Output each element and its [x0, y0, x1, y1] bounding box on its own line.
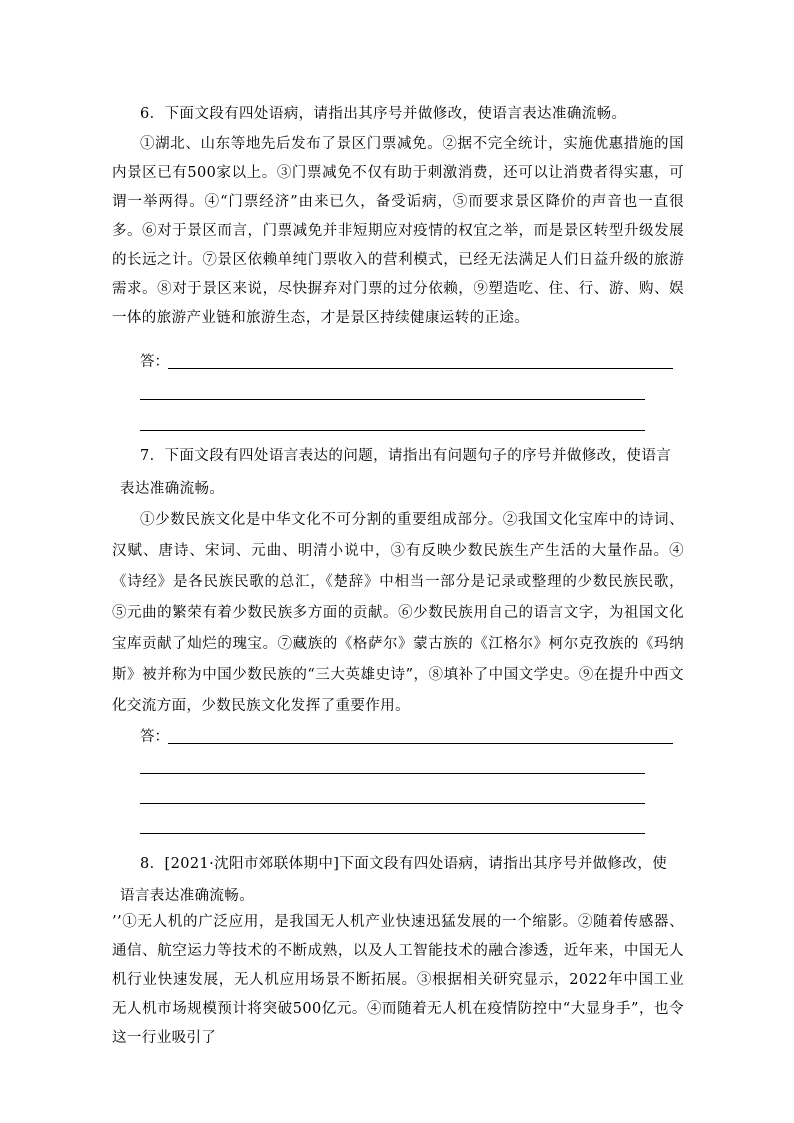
question-6-title: 6．下面文段有四处语病，请指出其序号并做修改，使语言表达准确流畅。: [140, 106, 627, 122]
question-8-title: 8．[2021·沈阳市郊联体期中]下面文段有四处语病，请指出其序号并做修改，使语言表达准确流畅。: [120, 856, 668, 904]
answer-line[interactable]: [168, 368, 673, 369]
answer-line[interactable]: [140, 399, 645, 400]
answer-line[interactable]: [140, 803, 645, 804]
question-6-answer-label: 答：: [140, 354, 169, 370]
answer-line[interactable]: [140, 833, 645, 834]
question-7-body: ①少数民族文化是中华文化不可分割的重要组成部分。②我国文化宝库中的诗词、汉赋、唐诗、宋词、元曲、明清小说中，③有反映少数民族生产生活的大量作品。④《诗经》是各民族民歌的总汇，《楚辞》中相当一部分是记录或整理的少数民族民歌，⑤元曲的繁荣有着少数民族多方面的贡献。⑥少数民族用自己的语言文字，为祖国文化宝库贡献了灿烂的瑰宝。⑦藏族的《格萨尔》蒙古族的《江格尔》柯尔克孜族的《玛纳斯》被并称为中国少数民族的“三大英雄史诗”，⑧填补了中国文学史。⑨在提升中西文化交流方面，少数民族文化发挥了重要作用。: [112, 512, 684, 714]
question-7-title: 7．下面文段有四处语言表达的问题，请指出有问题句子的序号并做修改，使语言表达准确流畅。: [120, 448, 672, 497]
answer-line[interactable]: [140, 773, 645, 774]
question-8-body: ’’①无人机的广泛应用，是我国无人机产业快速迅猛发展的一个缩影。②随着传感器、通信、航空运力等技术的不断成熟，以及人工智能技术的融合渗透，近年来，中国无人机行业快速发展，无人机应用场景不断拓展。③根据相关研究显示，2022年中国工业无人机市场规模预计将突破500亿元。④而随着无人机在疫情防控中“大显身手”，也令这一行业吸引了: [112, 914, 684, 1046]
answer-line[interactable]: [168, 743, 673, 744]
answer-line[interactable]: [140, 430, 645, 431]
question-7-answer-label: 答：: [140, 729, 169, 745]
question-6-body: ①湖北、山东等地先后发布了景区门票减免。②据不完全统计，实施优惠措施的国内景区已有500家以上。③门票减免不仅有助于刺激消费，还可以让消费者得实惠，可谓一举两得。④“门票经济”由来已久，备受诟病，⑤而要求景区降价的声音也一直很多。⑥对于景区而言，门票减免并非短期应对疫情的权宜之举，而是景区转型升级发展的长远之计。⑦景区依赖单纯门票收入的营利模式，已经无法满足人们日益升级的旅游需求。⑧对于景区来说，尽快摒弃对门票的过分依赖，⑨塑造吃、住、行、游、购、娱一体的旅游产业链和旅游生态，才是景区持续健康运转的正途。: [112, 136, 684, 326]
